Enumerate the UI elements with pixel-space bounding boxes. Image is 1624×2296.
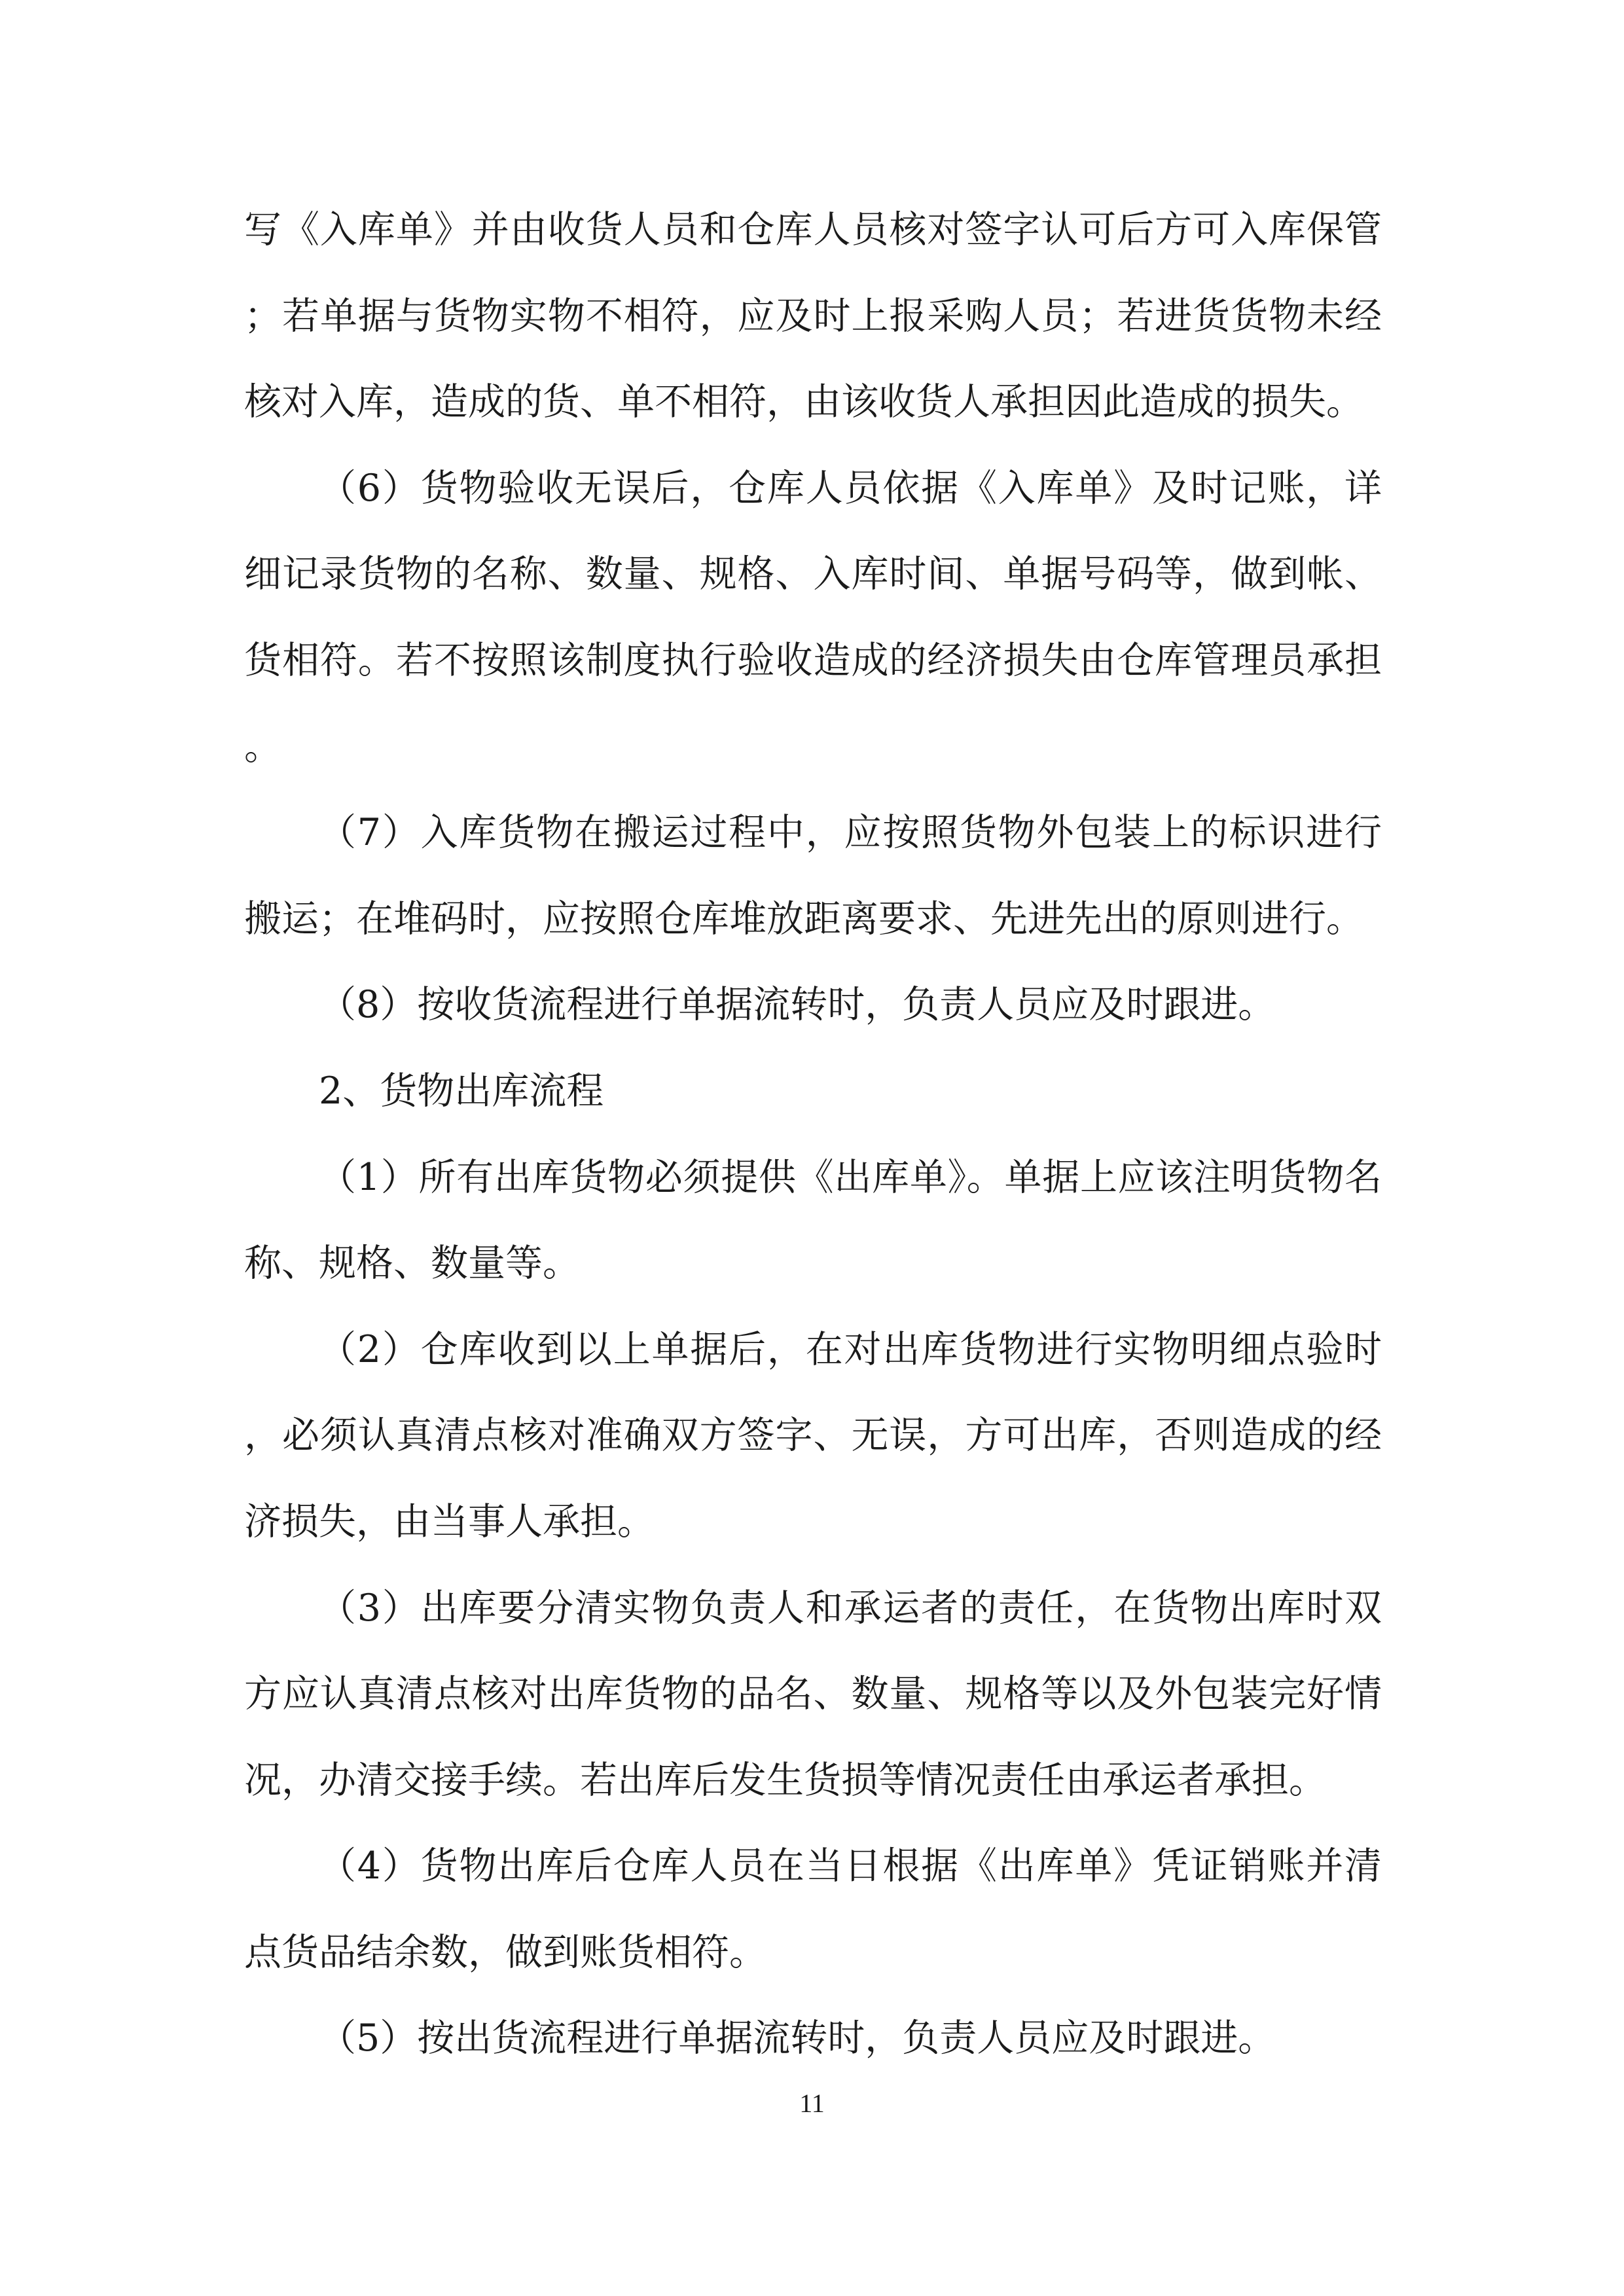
paragraph-continuation: 写《入库单》并由收货人员和仓库人员核对签字认可后方可入库保管；若单据与货物实物不相符，应及时上报采购人员；若进货货物未经核对入库，造成的货、单不相符，由该收货人承担因此造成的损失。 bbox=[244, 208, 1382, 424]
paragraph-item-7: （7）入库货物在搬运过程中，应按照货物外包装上的标识进行搬运；在堆码时，应按照仓库堆放距离要求、先进先出的原则进行。 bbox=[244, 811, 1382, 941]
paragraph-outbound-4: （4）货物出库后仓库人员在当日根据《出库单》凭证销账并清点货品结余数，做到账货相符。 bbox=[244, 1844, 1382, 1974]
paragraph-outbound-1: （1）所有出库货物必须提供《出库单》。单据上应该注明货物名称、规格、数量等。 bbox=[244, 1155, 1382, 1285]
section-heading-outbound: 2、货物出库流程 bbox=[319, 1069, 604, 1113]
paragraph-outbound-2: （2）仓库收到以上单据后，在对出库货物进行实物明细点验时，必须认真清点核对准确双方签字、无误，方可出库，否则造成的经济损失，由当事人承担。 bbox=[244, 1327, 1382, 1543]
page-number: 11 bbox=[799, 2089, 825, 2118]
paragraph-outbound-5: （5）按出货流程进行单据流转时，负责人员应及时跟进。 bbox=[319, 2017, 1276, 2060]
paragraph-outbound-3: （3）出库要分清实物负责人和承运者的责任，在货物出库时双方应认真清点核对出库货物的品名、数量、规格等以及外包装完好情况，办清交接手续。若出库后发生货损等情况责任由承运者承担。 bbox=[244, 1586, 1382, 1802]
body-text bbox=[244, 187, 1382, 2082]
paragraph-item-6: （6）货物验收无误后，仓库人员依据《入库单》及时记账，详细记录货物的名称、数量、规格、入库时间、单据号码等，做到帐、货相符。若不按照该制度执行验收造成的经济损失由仓库管理员承担。 bbox=[244, 466, 1382, 768]
paragraph-item-8: （8）按收货流程进行单据流转时，负责人员应及时跟进。 bbox=[319, 983, 1276, 1027]
